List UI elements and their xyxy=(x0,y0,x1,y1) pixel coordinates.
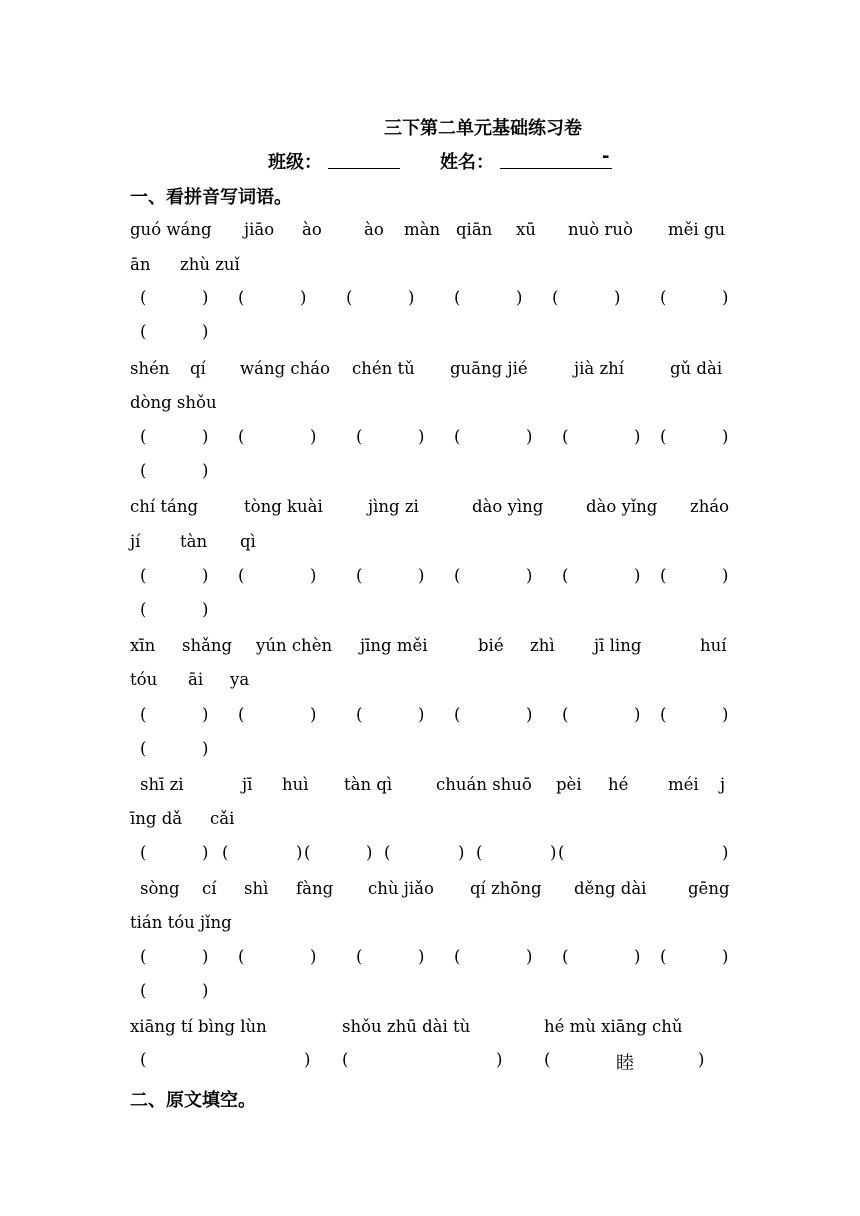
answer-box-open[interactable]: ( xyxy=(660,566,667,585)
handwritten-hint: 睦 xyxy=(616,1053,634,1074)
answer-box-close[interactable]: ) xyxy=(496,1050,503,1069)
pinyin-word: āi xyxy=(188,670,204,689)
pinyin-word: chù jiǎo xyxy=(368,879,434,898)
answer-box-open[interactable]: ( xyxy=(454,288,461,307)
pinyin-word: qiān xyxy=(456,220,493,239)
answer-box-close[interactable]: ) xyxy=(202,981,209,1000)
answer-box-close[interactable]: ) xyxy=(300,288,307,307)
name-label: 姓名： xyxy=(440,152,494,173)
pinyin-word: cí xyxy=(202,879,217,898)
answer-box-open[interactable]: ( xyxy=(476,843,483,862)
pinyin-word: sòng xyxy=(140,879,180,898)
pinyin-word: qí xyxy=(190,359,206,378)
answer-box-close[interactable]: ) xyxy=(202,705,209,724)
answer-box-close[interactable]: ) xyxy=(296,843,303,862)
answer-box-close[interactable]: ) xyxy=(722,427,729,446)
pinyin-word: dào yìng xyxy=(472,497,544,516)
answer-box-open[interactable]: ( xyxy=(552,288,559,307)
pinyin-word: xiāng tí bìng lùn xyxy=(130,1017,267,1036)
answer-box-close[interactable]: ) xyxy=(202,566,209,585)
answer-row xyxy=(130,322,732,346)
pinyin-word: chí táng xyxy=(130,497,199,516)
answer-box-close[interactable]: ) xyxy=(418,566,425,585)
pinyin-word: ào xyxy=(364,220,384,239)
answer-box-close[interactable]: ) xyxy=(634,947,641,966)
pinyin-word: děng dài xyxy=(574,879,647,898)
pinyin-word: wáng cháo xyxy=(240,359,331,378)
pinyin-word: jí xyxy=(130,532,141,551)
pinyin-word: bié xyxy=(478,636,504,655)
answer-box-open[interactable]: ( xyxy=(356,705,363,724)
pinyin-word: ya xyxy=(230,670,250,689)
pinyin-word: cǎi xyxy=(210,809,235,828)
answer-box-close[interactable]: ) xyxy=(634,566,641,585)
answer-box-open[interactable]: ( xyxy=(238,566,245,585)
answer-box-close[interactable]: ) xyxy=(634,427,641,446)
answer-box-open[interactable]: ( xyxy=(660,427,667,446)
answer-box-open[interactable]: ( xyxy=(238,947,245,966)
pinyin-word: jiāo xyxy=(244,220,275,239)
pinyin-word: gēng xyxy=(688,879,730,898)
answer-box-close[interactable]: ) xyxy=(550,843,557,862)
answer-box-open[interactable]: ( xyxy=(238,288,245,307)
pinyin-word: ān xyxy=(130,255,151,274)
answer-box-open[interactable]: ( xyxy=(454,705,461,724)
answer-box-close[interactable]: ) xyxy=(458,843,465,862)
answer-box-close[interactable]: ) xyxy=(202,843,209,862)
answer-row xyxy=(130,600,732,624)
pinyin-word: hé xyxy=(608,775,629,794)
answer-box-open[interactable]: ( xyxy=(342,1050,349,1069)
answer-box-close[interactable]: ) xyxy=(634,705,641,724)
answer-row xyxy=(130,981,732,1005)
pinyin-word: xīn xyxy=(130,636,156,655)
answer-box-close[interactable]: ) xyxy=(310,427,317,446)
answer-box-open[interactable]: ( xyxy=(454,566,461,585)
name-trailing-dash: - xyxy=(602,146,610,167)
pinyin-word: tián tóu jǐng xyxy=(130,913,232,932)
class-label: 班级： xyxy=(268,152,322,173)
answer-box-close[interactable]: ) xyxy=(418,705,425,724)
answer-box-close[interactable]: ) xyxy=(526,566,533,585)
pinyin-word: dào yǐng xyxy=(586,497,658,516)
pinyin-word: shǎng xyxy=(182,636,233,655)
pinyin-word: tàn xyxy=(180,532,208,551)
answer-box-open[interactable]: ( xyxy=(660,288,667,307)
pinyin-word: pèi xyxy=(556,775,582,794)
answer-box-close[interactable]: ) xyxy=(202,600,209,619)
answer-box-close[interactable]: ) xyxy=(202,427,209,446)
answer-row xyxy=(130,705,732,729)
pinyin-word: nuò ruò xyxy=(568,220,633,239)
page-title: 三下第二单元基础练习卷 xyxy=(384,118,582,139)
answer-box-close[interactable]: ) xyxy=(202,288,209,307)
answer-box-close[interactable]: ) xyxy=(722,947,729,966)
pinyin-word: huí xyxy=(700,636,727,655)
section-heading-2: 二、原文填空。 xyxy=(130,1090,256,1111)
pinyin-word: īng dǎ xyxy=(130,809,183,828)
answer-box-open[interactable]: ( xyxy=(454,427,461,446)
pinyin-word: měi gu xyxy=(668,220,726,239)
pinyin-word: chuán shuō xyxy=(436,775,532,794)
answer-box-close[interactable]: ) xyxy=(526,427,533,446)
pinyin-word: j xyxy=(720,775,726,794)
pinyin-word: zhù zuǐ xyxy=(180,255,240,274)
pinyin-word: jī ling xyxy=(594,636,642,655)
answer-box-close[interactable]: ) xyxy=(526,705,533,724)
answer-box-close[interactable]: ) xyxy=(202,739,209,758)
answer-row xyxy=(130,1050,732,1074)
pinyin-word: huì xyxy=(282,775,309,794)
answer-box-open[interactable]: ( xyxy=(222,843,229,862)
answer-box-close[interactable]: ) xyxy=(722,705,729,724)
answer-box-open[interactable]: ( xyxy=(140,1050,147,1069)
answer-box-open[interactable]: ( xyxy=(304,843,311,862)
pinyin-word: jià zhí xyxy=(574,359,625,378)
answer-box-close[interactable]: ) xyxy=(310,566,317,585)
pinyin-word: tòng kuài xyxy=(244,497,323,516)
answer-box-open[interactable]: ( xyxy=(660,705,667,724)
answer-box-open[interactable]: ( xyxy=(562,427,569,446)
pinyin-word: gǔ dài xyxy=(670,359,723,378)
pinyin-word: shén xyxy=(130,359,170,378)
answer-row xyxy=(130,843,732,867)
answer-box-close[interactable]: ) xyxy=(366,843,373,862)
pinyin-word: shǒu zhū dài tù xyxy=(342,1017,471,1036)
pinyin-word: guó wáng xyxy=(130,220,212,239)
answer-box-open[interactable]: ( xyxy=(140,600,147,619)
answer-box-open[interactable]: ( xyxy=(356,427,363,446)
answer-box-close[interactable]: ) xyxy=(698,1050,705,1069)
class-blank[interactable] xyxy=(328,168,400,169)
answer-box-open[interactable]: ( xyxy=(558,843,565,862)
answer-box-open[interactable]: ( xyxy=(140,947,147,966)
answer-box-open[interactable]: ( xyxy=(356,947,363,966)
answer-row xyxy=(130,288,732,312)
answer-box-close[interactable]: ) xyxy=(202,322,209,341)
pinyin-word: dòng shǒu xyxy=(130,393,217,412)
pinyin-word: zhì xyxy=(530,636,555,655)
pinyin-word: yún chèn xyxy=(256,636,333,655)
answer-box-open[interactable]: ( xyxy=(140,981,147,1000)
pinyin-word: jīng měi xyxy=(360,636,428,655)
pinyin-word: hé mù xiāng chǔ xyxy=(544,1017,683,1036)
answer-box-close[interactable]: ) xyxy=(202,947,209,966)
pinyin-word: zháo xyxy=(690,497,730,516)
answer-box-close[interactable]: ) xyxy=(202,461,209,480)
answer-box-open[interactable]: ( xyxy=(140,461,147,480)
name-blank[interactable] xyxy=(500,168,612,169)
pinyin-word: jìng zi xyxy=(368,497,419,516)
answer-box-close[interactable]: ) xyxy=(310,947,317,966)
pinyin-word: qí zhōng xyxy=(470,879,542,898)
answer-box-open[interactable]: ( xyxy=(140,288,147,307)
pinyin-word: shì xyxy=(244,879,269,898)
answer-box-close[interactable]: ) xyxy=(722,288,729,307)
answer-box-open[interactable]: ( xyxy=(140,427,147,446)
pinyin-word: shī zi xyxy=(140,775,184,794)
answer-box-open[interactable]: ( xyxy=(140,566,147,585)
pinyin-word: tàn qì xyxy=(344,775,393,794)
answer-row xyxy=(130,739,732,763)
pinyin-word: ào xyxy=(302,220,322,239)
answer-box-open[interactable]: ( xyxy=(562,947,569,966)
answer-box-open[interactable]: ( xyxy=(562,566,569,585)
answer-box-close[interactable]: ) xyxy=(418,947,425,966)
answer-box-close[interactable]: ) xyxy=(310,705,317,724)
answer-box-close[interactable]: ) xyxy=(526,947,533,966)
pinyin-word: jī xyxy=(242,775,253,794)
pinyin-word: chén tǔ xyxy=(352,359,415,378)
section-heading-1: 一、看拼音写词语。 xyxy=(130,187,292,208)
answer-box-open[interactable]: ( xyxy=(238,705,245,724)
answer-box-close[interactable]: ) xyxy=(614,288,621,307)
answer-row xyxy=(130,566,732,590)
answer-box-open[interactable]: ( xyxy=(356,566,363,585)
answer-box-open[interactable]: ( xyxy=(140,322,147,341)
answer-box-close[interactable]: ) xyxy=(722,843,729,862)
answer-box-close[interactable]: ) xyxy=(408,288,415,307)
answer-box-open[interactable]: ( xyxy=(454,947,461,966)
answer-box-open[interactable]: ( xyxy=(562,705,569,724)
answer-box-open[interactable]: ( xyxy=(346,288,353,307)
answer-row xyxy=(130,461,732,485)
pinyin-word: méi xyxy=(668,775,699,794)
answer-box-close[interactable]: ) xyxy=(516,288,523,307)
pinyin-word: guāng jié xyxy=(450,359,528,378)
pinyin-word: tóu xyxy=(130,670,158,689)
pinyin-word: màn xyxy=(404,220,441,239)
answer-box-close[interactable]: ) xyxy=(722,566,729,585)
answer-row xyxy=(130,947,732,971)
answer-box-open[interactable]: ( xyxy=(140,843,147,862)
answer-box-open[interactable]: ( xyxy=(140,705,147,724)
answer-row xyxy=(130,427,732,451)
answer-box-close[interactable]: ) xyxy=(304,1050,311,1069)
answer-box-open[interactable]: ( xyxy=(660,947,667,966)
pinyin-word: fàng xyxy=(296,879,334,898)
answer-box-open[interactable]: ( xyxy=(140,739,147,758)
answer-box-close[interactable]: ) xyxy=(418,427,425,446)
answer-box-open[interactable]: ( xyxy=(544,1050,551,1069)
answer-box-open[interactable]: ( xyxy=(238,427,245,446)
pinyin-word: xū xyxy=(516,220,536,239)
pinyin-word: qì xyxy=(240,532,256,551)
answer-box-open[interactable]: ( xyxy=(384,843,391,862)
